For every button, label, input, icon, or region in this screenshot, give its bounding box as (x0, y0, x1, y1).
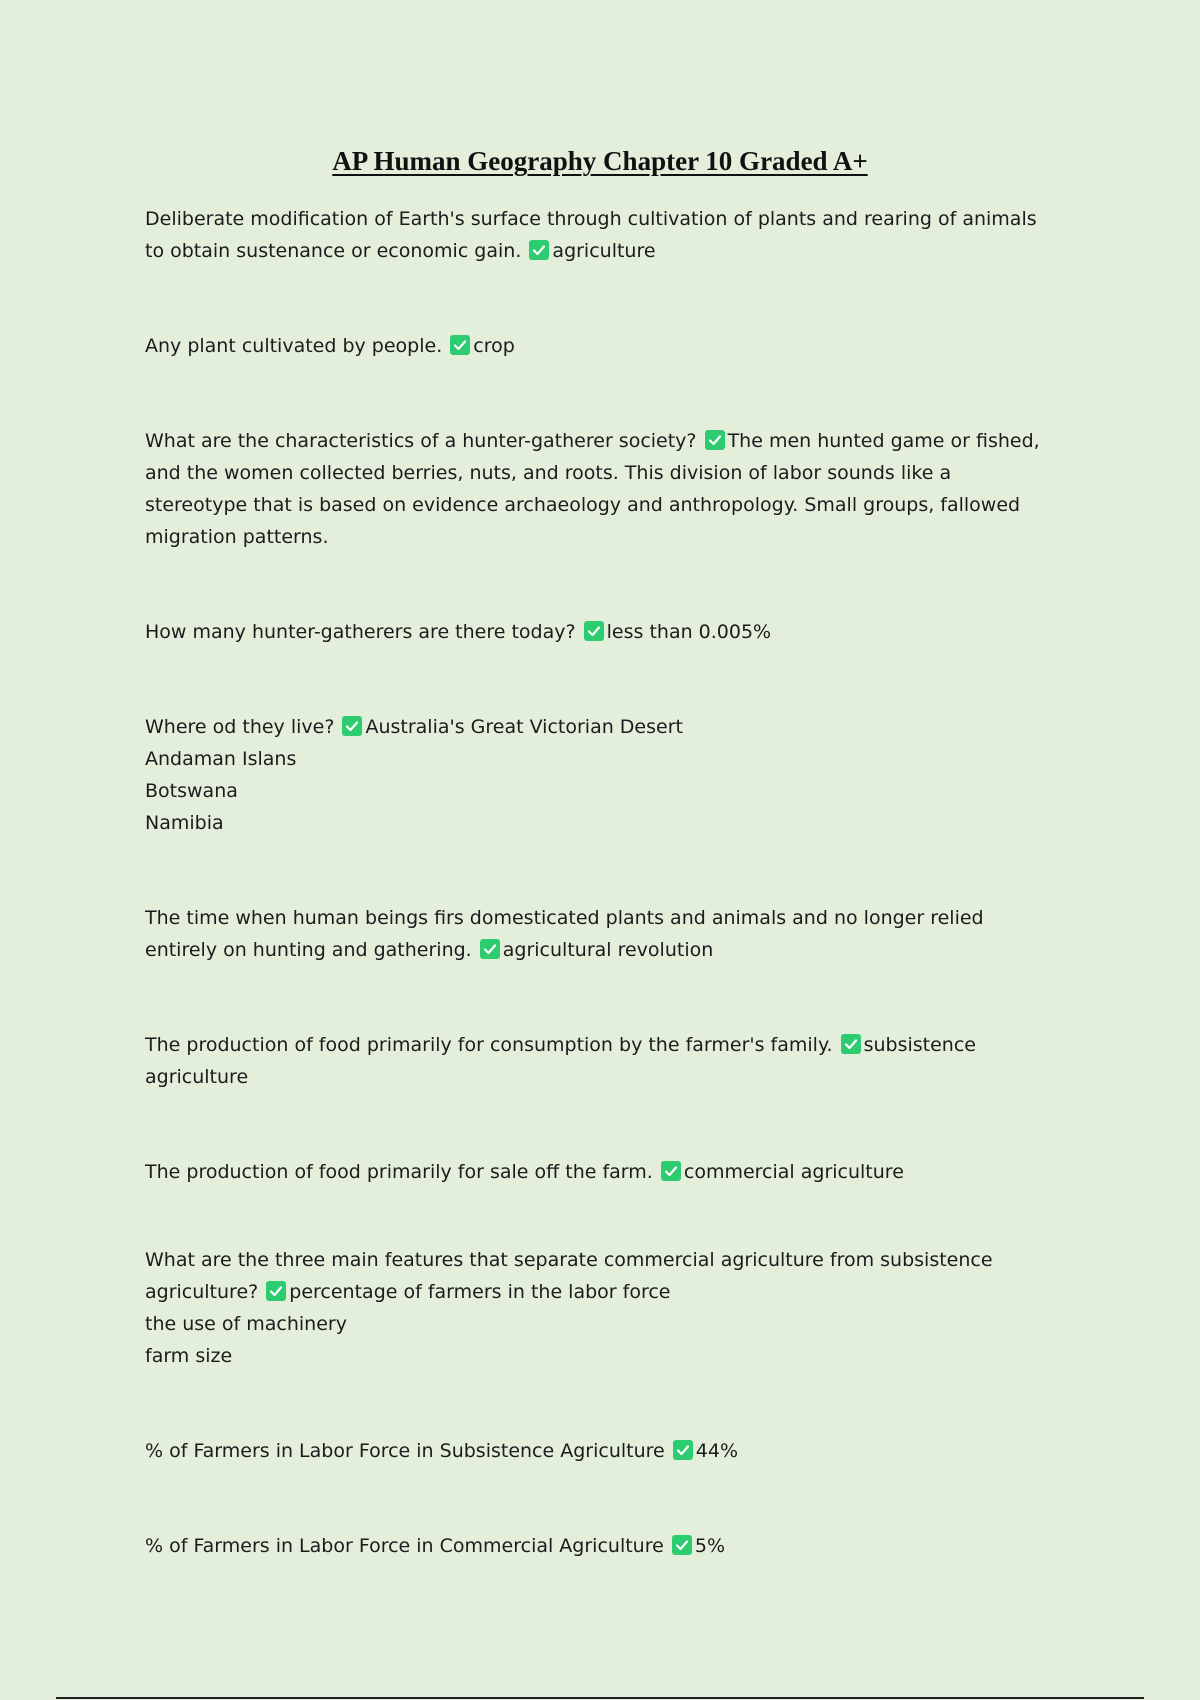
flashcard-item (145, 1530, 1055, 1562)
document-title: AP Human Geography Chapter 10 Graded A+ (332, 146, 868, 176)
flashcard-item (145, 425, 1055, 553)
check-box-icon (584, 621, 604, 641)
flashcard-answer: Australia's Great Victorian Desert (365, 716, 683, 738)
flashcard-question: % of Farmers in Labor Force in Subsistence Agriculture (145, 1440, 665, 1462)
flashcard-text (145, 1029, 1055, 1093)
check-box-icon (841, 1034, 861, 1054)
flashcard-answer-extra: Namibia (145, 812, 224, 834)
flashcard-answer: less than 0.005% (606, 621, 772, 643)
spacer (145, 648, 1055, 711)
flashcard-item (145, 902, 1055, 966)
flashcard-question: The production of food primarily for consumption by the farmer's family. (145, 1034, 833, 1056)
flashcard-question: % of Farmers in Labor Force in Commercial Agriculture (145, 1535, 664, 1557)
flashcard-question: Any plant cultivated by people. (145, 335, 443, 357)
footer-divider (56, 1697, 1144, 1699)
flashcard-text (145, 425, 1055, 553)
spacer (145, 1372, 1055, 1435)
check-box-icon (450, 335, 470, 355)
flashcard-answer: subsistence agriculture (145, 1034, 976, 1088)
flashcard-item (145, 1435, 1055, 1467)
flashcard-text (145, 1156, 1055, 1188)
flashcard-answer: agriculture (552, 240, 656, 262)
spacer (145, 362, 1055, 425)
flashcard-answer: 44% (695, 1440, 738, 1462)
flashcard-answer-extra: the use of machinery (145, 1313, 347, 1335)
flashcard-list (145, 203, 1055, 1562)
flashcard-answer: The men hunted game or fished, and the women collected berries, nuts, and roots. This division of labor sounds like a stereotype that is based on evidence archaeology and anthropology. Small groups, fallowed migration patterns. (145, 430, 1040, 548)
flashcard-item (145, 1244, 1055, 1372)
flashcard-question: How many hunter-gatherers are there today? (145, 621, 576, 643)
flashcard-text (145, 1244, 1055, 1308)
flashcard-item (145, 203, 1055, 267)
flashcard-text (145, 1530, 1055, 1562)
flashcard-item (145, 711, 1055, 839)
flashcard-question: Deliberate modification of Earth's surface through cultivation of plants and rearing of animals to obtain sustenance or economic gain. (145, 208, 1037, 262)
check-box-icon (342, 716, 362, 736)
check-box-icon (661, 1161, 681, 1181)
spacer (145, 1467, 1055, 1530)
spacer (145, 966, 1055, 1029)
check-box-icon (480, 939, 500, 959)
check-box-icon (266, 1281, 286, 1301)
flashcard-question: What are the three main features that separate commercial agriculture from subsistence agriculture? (145, 1249, 993, 1303)
spacer (145, 267, 1055, 330)
spacer (145, 1093, 1055, 1156)
check-box-icon (672, 1535, 692, 1555)
flashcard-text (145, 203, 1055, 267)
flashcard-answer: agricultural revolution (502, 939, 714, 961)
flashcard-text (145, 902, 1055, 966)
spacer (145, 1188, 1055, 1244)
flashcard-text (145, 1435, 1055, 1467)
flashcard-answer-extra: Andaman Islans (145, 748, 297, 770)
spacer (145, 839, 1055, 902)
flashcard-answer-extra: farm size (145, 1345, 233, 1367)
flashcard-question: What are the characteristics of a hunter-gatherer society? (145, 430, 697, 452)
flashcard-answer-extra: Botswana (145, 780, 238, 802)
check-box-icon (529, 240, 549, 260)
check-box-icon (673, 1440, 693, 1460)
flashcard-item (145, 330, 1055, 362)
flashcard-text (145, 616, 1055, 648)
check-box-icon (705, 430, 725, 450)
flashcard-item (145, 616, 1055, 648)
flashcard-answer: percentage of farmers in the labor force (289, 1281, 671, 1303)
flashcard-question: Where od they live? (145, 716, 335, 738)
flashcard-item (145, 1029, 1055, 1093)
spacer (145, 553, 1055, 616)
flashcard-text (145, 711, 1055, 743)
flashcard-question: The time when human beings firs domesticated plants and animals and no longer relied entirely on hunting and gathering. (145, 907, 984, 961)
flashcard-answer: 5% (694, 1535, 726, 1557)
flashcard-question: The production of food primarily for sale off the farm. (145, 1161, 653, 1183)
flashcard-item (145, 1156, 1055, 1188)
flashcard-text (145, 330, 1055, 362)
flashcard-answer: crop (473, 335, 515, 357)
flashcard-answer: commercial agriculture (683, 1161, 904, 1183)
